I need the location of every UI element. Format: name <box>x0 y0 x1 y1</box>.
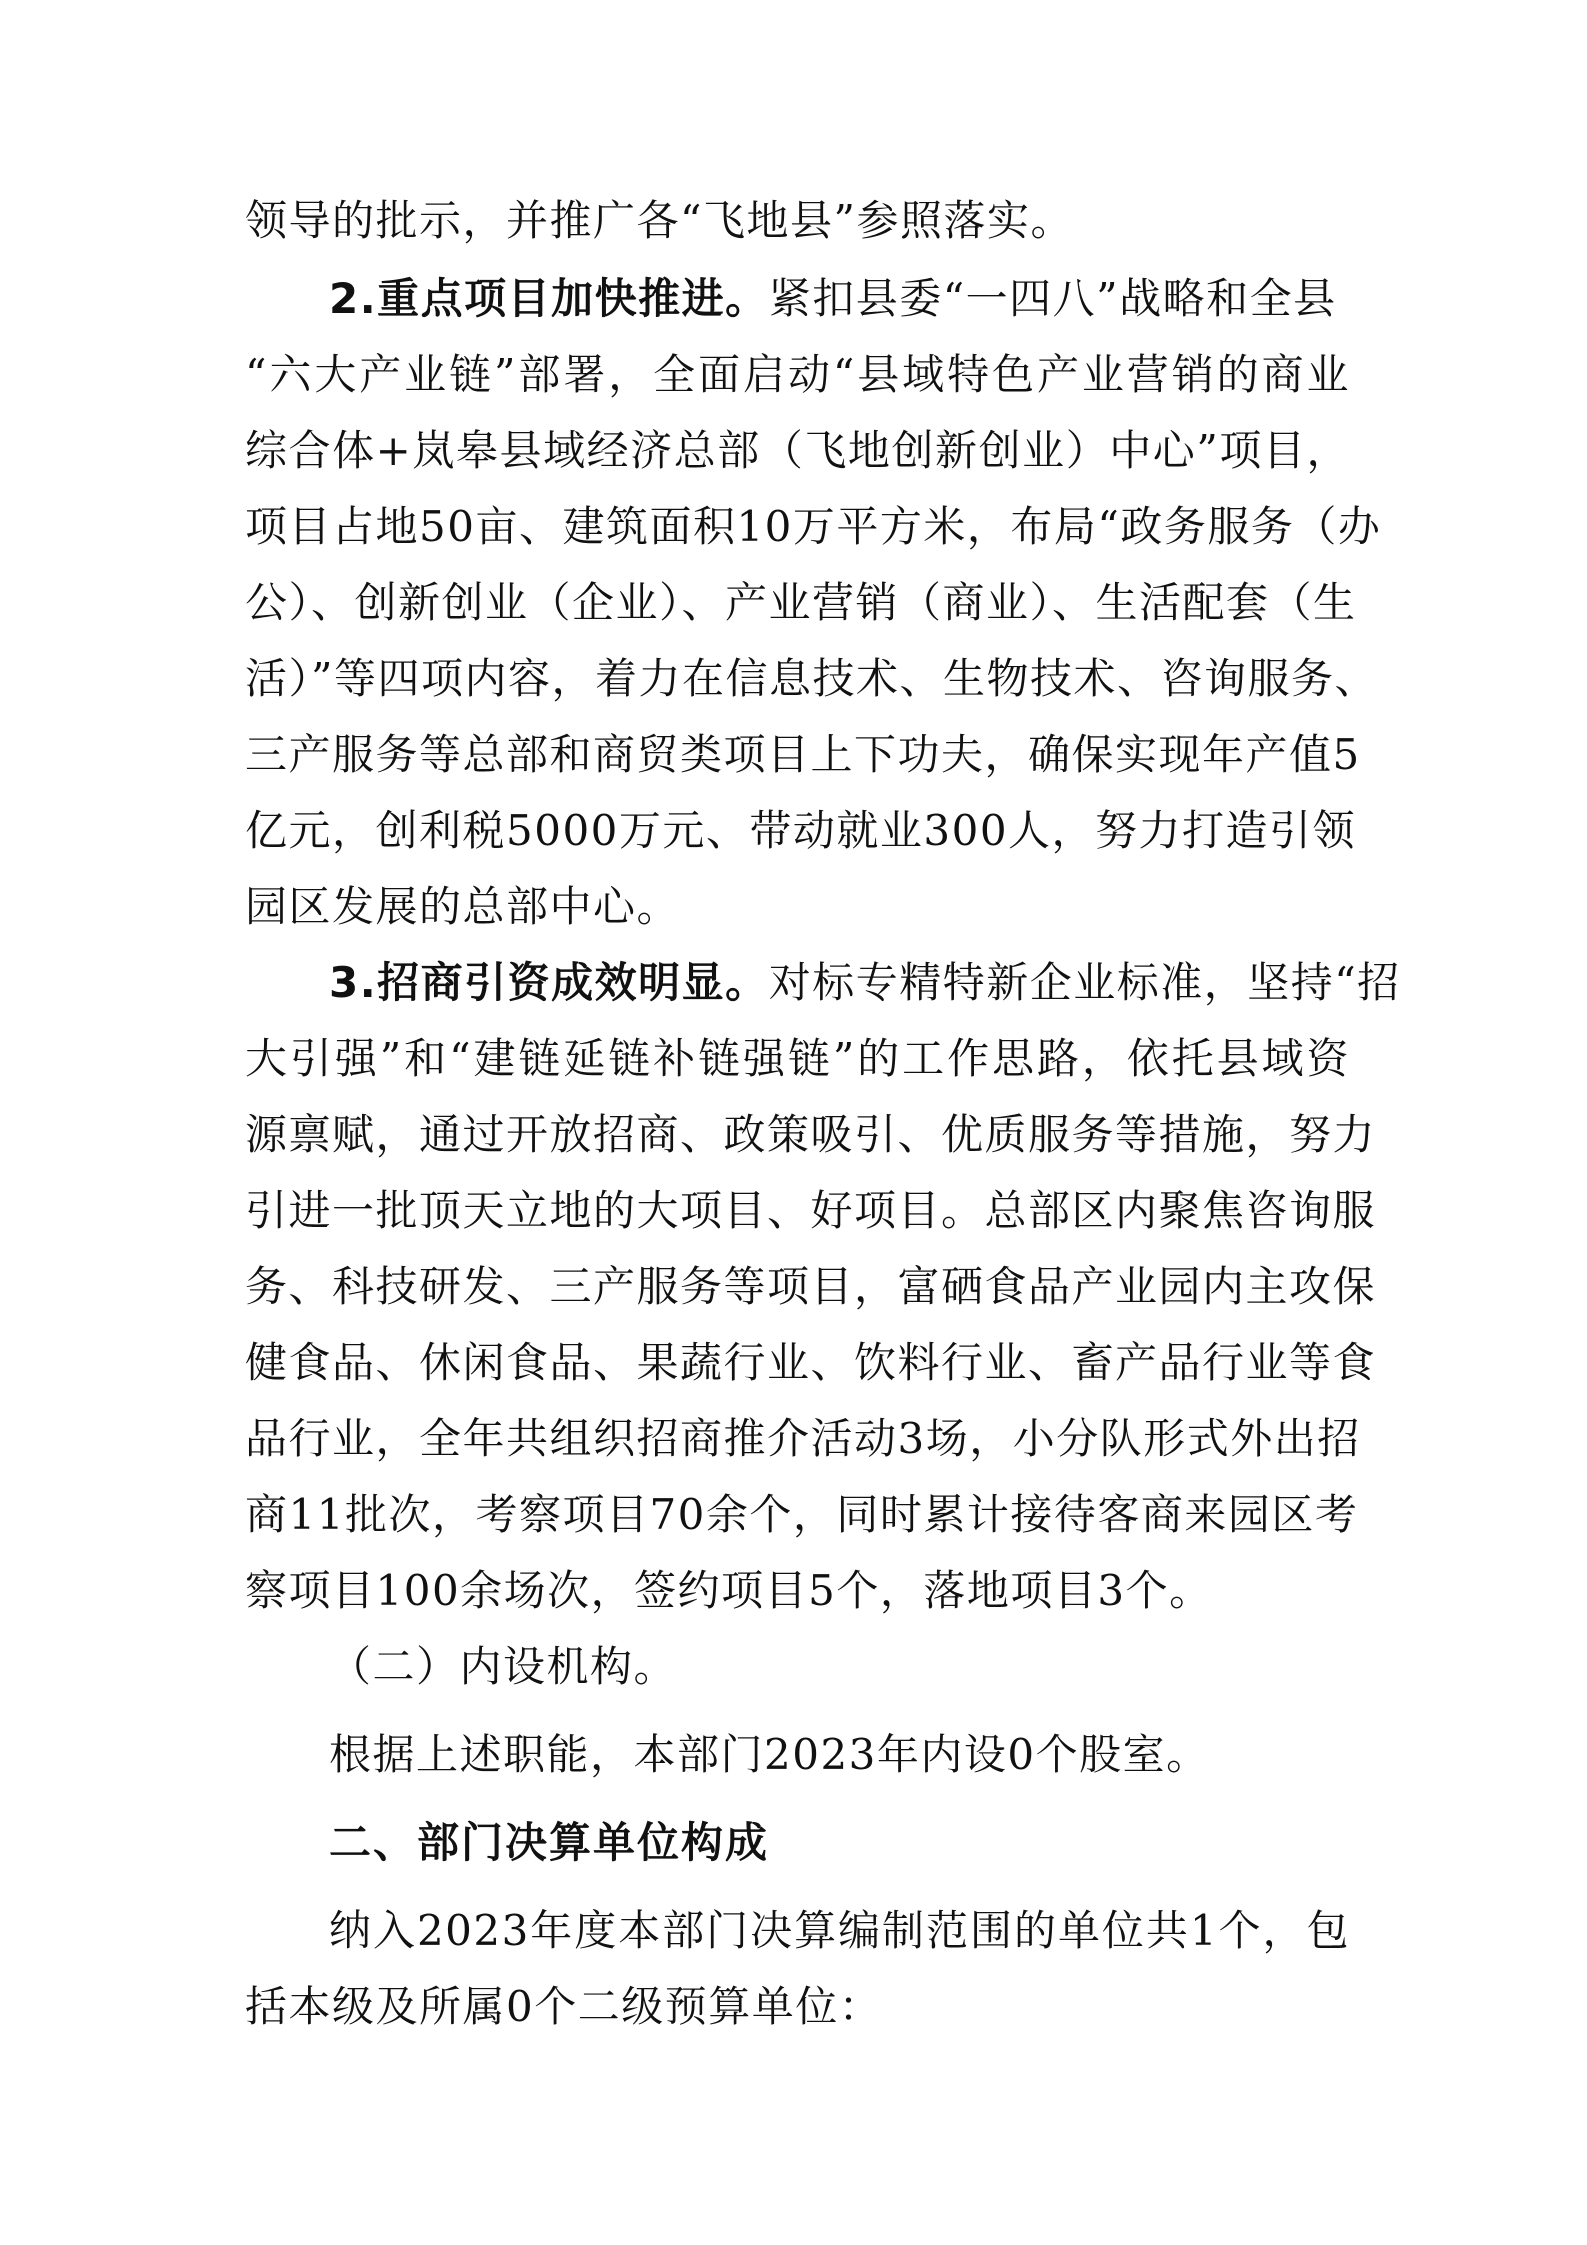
paragraph-line: 领导的批示，并推广各“飞地县”参照落实。 <box>245 196 1074 245</box>
paragraph-line: 大引强”和“建链延链补链强链”的工作思路，依托县域资 <box>245 1034 1350 1083</box>
paragraph-line: 纳入2023年度本部门决算编制范围的单位共1个，包 <box>329 1906 1350 1955</box>
paragraph-line: 源禀赋，通过开放招商、政策吸引、优质服务等措施，努力 <box>245 1110 1377 1159</box>
paragraph-line: 公）、创新创业（企业）、产业营销（商业）、生活配套（生 <box>245 578 1357 627</box>
subsection-title: （二）内设机构。 <box>329 1642 678 1691</box>
paragraph-text: 紧扣县委“一四八”战略和全县 <box>768 274 1337 323</box>
paragraph-line: 综合体+岚皋县域经济总部（飞地创新创业）中心”项目， <box>245 426 1350 475</box>
paragraph-line <box>329 957 1401 1009</box>
paragraph-line: 品行业，全年共组织招商推介活动3场，小分队形式外出招 <box>245 1414 1361 1463</box>
paragraph-line: 项目占地50亩、建筑面积10万平方米，布局“政务服务（办 <box>245 502 1382 551</box>
paragraph-line <box>329 273 1337 325</box>
paragraph-line: 务、科技研发、三产服务等项目，富硒食品产业园内主攻保 <box>245 1262 1377 1311</box>
section-heading: 3.招商引资成效明显。 <box>329 958 769 1007</box>
paragraph-line: 园区发展的总部中心。 <box>245 882 681 931</box>
paragraph-line: 商11批次，考察项目70余个，同时累计接待客商来园区考 <box>245 1490 1359 1539</box>
paragraph-line: 三产服务等总部和商贸类项目上下功夫，确保实现年产值5 <box>245 730 1361 779</box>
paragraph-line: 括本级及所属0个二级预算单位： <box>245 1982 883 2031</box>
section-heading: 2.重点项目加快推进。 <box>329 274 769 323</box>
paragraph-line: 亿元，创利税5000万元、带动就业300人，努力打造引领 <box>245 806 1357 855</box>
paragraph-line: 健食品、休闲食品、果蔬行业、饮料行业、畜产品行业等食 <box>245 1338 1377 1387</box>
paragraph-text: 对标专精特新企业标准，坚持“招 <box>768 958 1401 1007</box>
paragraph-line: “六大产业链”部署，全面启动“县域特色产业营销的商业 <box>245 350 1350 399</box>
paragraph-line: 活）”等四项内容，着力在信息技术、生物技术、咨询服务、 <box>245 654 1378 703</box>
paragraph-line: 引进一批顶天立地的大项目、好项目。总部区内聚焦咨询服 <box>245 1186 1377 1235</box>
paragraph-line: 根据上述职能，本部门2023年内设0个股室。 <box>329 1730 1210 1779</box>
section-title: 二、部门决算单位构成 <box>329 1818 770 1867</box>
paragraph-line: 察项目100余场次，签约项目5个，落地项目3个。 <box>245 1566 1213 1615</box>
